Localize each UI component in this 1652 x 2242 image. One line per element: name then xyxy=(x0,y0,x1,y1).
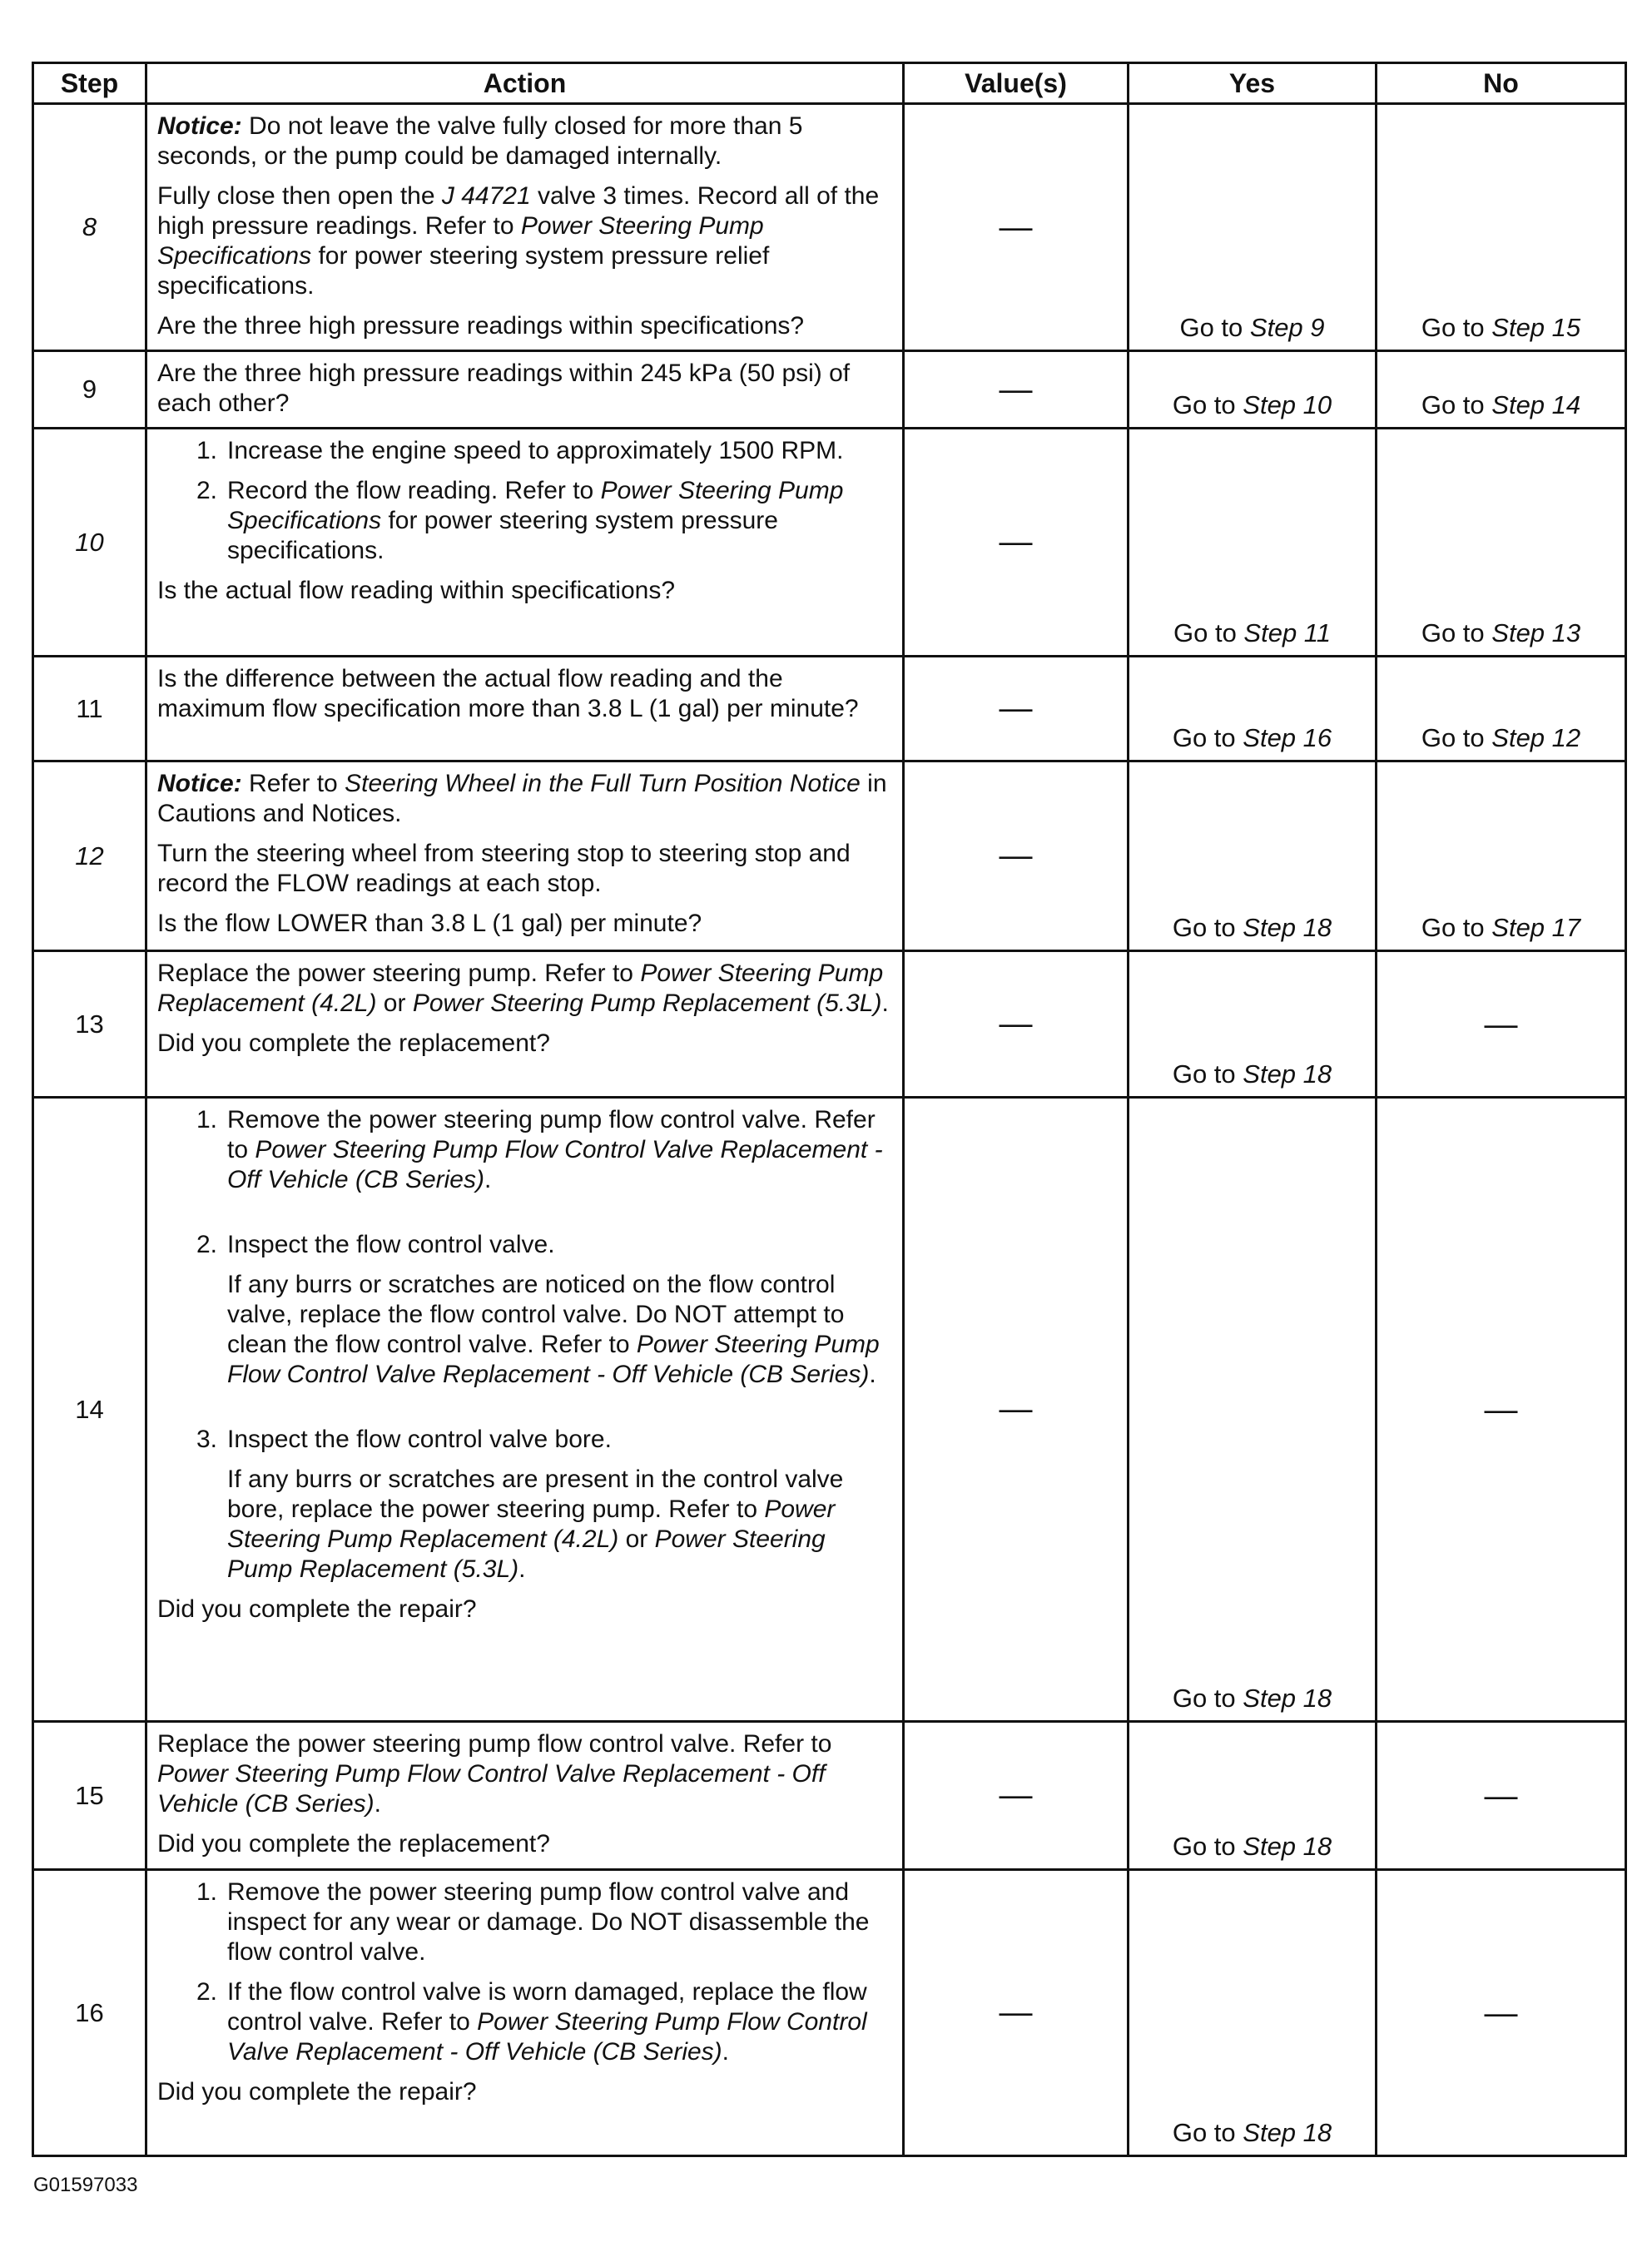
goto-text: Go to xyxy=(1172,913,1243,942)
notice-paragraph xyxy=(157,769,894,829)
list-item xyxy=(157,1230,894,1260)
item-text: Remove the power steering pump flow control valve and inspect for any wear or damage. Do NOT disassemble the flow control valve. xyxy=(227,1878,870,1966)
table-row xyxy=(33,351,1626,429)
text: If any burrs or scratches are noticed on the flow control valve, replace the flow control valve. Do NOT attempt to clean the flow control valve. Refer to xyxy=(227,1271,845,1358)
table-row xyxy=(33,1722,1626,1870)
item-text: Inspect the flow control valve bore. xyxy=(227,1426,612,1453)
step-link[interactable]: Step 18 xyxy=(1243,1684,1332,1713)
question: Is the actual flow reading within specifications? xyxy=(157,577,676,604)
table-row xyxy=(33,1098,1626,1722)
item-text xyxy=(227,1977,894,2067)
value-cell: — xyxy=(904,429,1129,657)
item-number: 2. xyxy=(196,477,217,504)
no-cell xyxy=(1377,104,1626,351)
text: or xyxy=(618,1525,655,1553)
yes-cell xyxy=(1129,351,1377,429)
item-number: 3. xyxy=(196,1426,217,1453)
step-number: 10 xyxy=(33,429,146,657)
step-link[interactable]: Step 10 xyxy=(1243,390,1332,419)
action-cell xyxy=(146,1870,904,2156)
value-cell: — xyxy=(904,1098,1129,1722)
figure-id: G01597033 xyxy=(33,2174,138,2196)
doc-ref: Power Steering Pump Flow Control Valve Replacement - Off Vehicle (CB Series) xyxy=(227,2008,867,2066)
action-cell xyxy=(146,351,904,429)
action-cell xyxy=(146,1098,904,1722)
yes-cell xyxy=(1129,1722,1377,1870)
table-row xyxy=(33,1870,1626,2156)
goto-text: Go to xyxy=(1421,913,1492,942)
value-cell: — xyxy=(904,104,1129,351)
text: Refer to xyxy=(249,770,345,797)
goto-text: Go to xyxy=(1172,2118,1243,2147)
step-link[interactable]: Step 13 xyxy=(1491,618,1581,647)
instruction-paragraph xyxy=(157,959,894,1019)
notice-label: Notice: xyxy=(157,770,242,797)
yes-cell xyxy=(1129,1098,1377,1722)
text: . xyxy=(869,1361,876,1388)
yes-cell xyxy=(1129,761,1377,951)
instruction-paragraph xyxy=(157,181,894,301)
step-number: 13 xyxy=(33,951,146,1098)
yes-cell xyxy=(1129,104,1377,351)
text: . xyxy=(881,990,889,1017)
step-number: 8 xyxy=(33,104,146,351)
item-text xyxy=(227,1105,894,1195)
action-cell xyxy=(146,429,904,657)
text: or xyxy=(376,990,413,1017)
goto-text: Go to xyxy=(1421,618,1492,647)
goto-text: Go to xyxy=(1173,618,1244,647)
step-link[interactable]: Step 18 xyxy=(1243,1059,1332,1089)
step-link[interactable]: Step 15 xyxy=(1491,313,1581,342)
value-cell: — xyxy=(904,951,1129,1098)
action-cell xyxy=(146,951,904,1098)
list-item xyxy=(157,476,894,566)
instruction-paragraph: Turn the steering wheel from steering stop to steering stop and record the FLOW readings at each stop. xyxy=(157,840,851,897)
no-cell xyxy=(1377,429,1626,657)
goto-text: Go to xyxy=(1172,1684,1243,1713)
table-row xyxy=(33,657,1626,761)
question: Did you complete the repair? xyxy=(157,1595,477,1623)
value-cell: — xyxy=(904,657,1129,761)
header-no: No xyxy=(1377,63,1626,104)
tool-ref: J 44721 xyxy=(441,182,531,210)
instruction-paragraph xyxy=(157,1729,894,1819)
value-cell: — xyxy=(904,351,1129,429)
value-cell: — xyxy=(904,1870,1129,2156)
step-link[interactable]: Step 18 xyxy=(1243,913,1332,942)
item-text: Inspect the flow control valve. xyxy=(227,1231,555,1258)
item-number: 1. xyxy=(196,1106,217,1133)
item-number: 2. xyxy=(196,1978,217,2006)
text: . xyxy=(518,1555,526,1583)
item-number: 1. xyxy=(196,1878,217,1906)
doc-ref: Power Steering Pump Flow Control Valve Replacement - Off Vehicle (CB Series) xyxy=(227,1136,883,1193)
item-text: Increase the engine speed to approximately 1500 RPM. xyxy=(227,437,844,464)
notice-label: Notice: xyxy=(157,112,242,140)
text: If any burrs or scratches are present in the control valve bore, replace the power steering pump. Refer to xyxy=(227,1466,844,1523)
question: Are the three high pressure readings within 245 kPa (50 psi) of each other? xyxy=(157,360,851,417)
goto-text: Go to xyxy=(1179,313,1250,342)
table-row xyxy=(33,761,1626,951)
item-number: 1. xyxy=(196,437,217,464)
table-row xyxy=(33,104,1626,351)
text: . xyxy=(722,2038,730,2066)
header-values: Value(s) xyxy=(904,63,1129,104)
goto-text: Go to xyxy=(1421,723,1492,752)
doc-ref: Steering Wheel in the Full Turn Position Notice xyxy=(345,770,861,797)
doc-ref: Power Steering Pump Replacement (5.3L) xyxy=(227,1525,826,1583)
doc-ref: Power Steering Pump Replacement (4.2L) xyxy=(227,1495,836,1553)
notice-text: Do not leave the valve fully closed for more than 5 seconds, or the pump could be damaged internally. xyxy=(157,112,803,170)
question: Are the three high pressure readings within specifications? xyxy=(157,312,805,340)
goto-text: Go to xyxy=(1421,390,1492,419)
spacer xyxy=(157,1400,894,1425)
no-cell xyxy=(1377,351,1626,429)
text: . xyxy=(484,1166,492,1193)
goto-text: Go to xyxy=(1172,390,1243,419)
no-cell: — xyxy=(1377,951,1626,1098)
doc-ref: Power Steering Pump Replacement (5.3L) xyxy=(412,990,882,1017)
no-cell xyxy=(1377,657,1626,761)
text: Record the flow reading. Refer to xyxy=(227,477,601,504)
yes-cell xyxy=(1129,429,1377,657)
question: Is the difference between the actual flow reading and the maximum flow specification more than 3.8 L (1 gal) per minute? xyxy=(157,665,859,722)
step-link[interactable]: Step 18 xyxy=(1243,1832,1332,1861)
sub-paragraph xyxy=(227,1270,894,1390)
question: Did you complete the replacement? xyxy=(157,1029,550,1057)
text: Replace the power steering pump. Refer to xyxy=(157,960,641,987)
text: for power steering system pressure specifications. xyxy=(227,507,778,564)
step-number: 11 xyxy=(33,657,146,761)
question: Did you complete the repair? xyxy=(157,2078,477,2106)
item-number: 2. xyxy=(196,1231,217,1258)
step-link[interactable]: Step 17 xyxy=(1491,913,1581,942)
doc-ref: Power Steering Pump Specifications xyxy=(227,477,844,534)
table-row xyxy=(33,429,1626,657)
header-step: Step xyxy=(33,63,146,104)
text: for power steering system pressure relief specifications. xyxy=(157,242,770,300)
text: If the flow control valve is worn damaged, replace the flow control valve. Refer to xyxy=(227,1978,867,2036)
yes-cell xyxy=(1129,951,1377,1098)
step-number: 15 xyxy=(33,1722,146,1870)
yes-cell xyxy=(1129,1870,1377,2156)
text: in Cautions and Notices. xyxy=(157,770,887,827)
step-number: 12 xyxy=(33,761,146,951)
step-link[interactable]: Step 16 xyxy=(1243,723,1332,752)
step-link[interactable]: Step 18 xyxy=(1243,2118,1332,2147)
no-cell: — xyxy=(1377,1870,1626,2156)
step-link[interactable]: Step 11 xyxy=(1243,618,1331,647)
header-action: Action xyxy=(146,63,904,104)
header-row xyxy=(33,63,1626,104)
value-cell: — xyxy=(904,761,1129,951)
table-row xyxy=(33,951,1626,1098)
question: Did you complete the replacement? xyxy=(157,1830,550,1858)
step-link[interactable]: Step 9 xyxy=(1249,313,1325,342)
goto-text: Go to xyxy=(1172,1059,1243,1089)
goto-text: Go to xyxy=(1421,313,1492,342)
step-number: 9 xyxy=(33,351,146,429)
header-yes: Yes xyxy=(1129,63,1377,104)
step-link[interactable]: Step 14 xyxy=(1491,390,1581,419)
text: Remove the power steering pump flow control valve. Refer to xyxy=(227,1106,876,1163)
value-cell: — xyxy=(904,1722,1129,1870)
list-item xyxy=(157,1425,894,1455)
notice-paragraph xyxy=(157,112,894,171)
doc-ref: Power Steering Pump Specifications xyxy=(157,212,764,270)
doc-ref: Power Steering Pump Replacement (4.2L) xyxy=(157,960,884,1017)
question: Is the flow LOWER than 3.8 L (1 gal) per minute? xyxy=(157,910,702,937)
step-link[interactable]: Step 12 xyxy=(1491,723,1581,752)
spacer xyxy=(157,1205,894,1230)
list-item xyxy=(157,436,894,466)
no-cell: — xyxy=(1377,1098,1626,1722)
step-number: 14 xyxy=(33,1098,146,1722)
no-cell xyxy=(1377,761,1626,951)
text: Replace the power steering pump flow control valve. Refer to xyxy=(157,1730,832,1758)
goto-text: Go to xyxy=(1172,723,1243,752)
text: Fully close then open the xyxy=(157,182,442,210)
action-cell xyxy=(146,104,904,351)
diagnostic-table-container xyxy=(32,62,1625,2157)
step-number: 16 xyxy=(33,1870,146,2156)
list-item xyxy=(157,1105,894,1195)
yes-cell xyxy=(1129,657,1377,761)
doc-ref: Power Steering Pump Flow Control Valve Replacement - Off Vehicle (CB Series) xyxy=(227,1331,880,1388)
doc-ref: Power Steering Pump Flow Control Valve Replacement - Off Vehicle (CB Series) xyxy=(157,1760,826,1818)
action-cell xyxy=(146,1722,904,1870)
sub-paragraph xyxy=(227,1465,894,1585)
diagnostic-table xyxy=(32,62,1627,2157)
action-cell xyxy=(146,761,904,951)
no-cell: — xyxy=(1377,1722,1626,1870)
text: . xyxy=(374,1790,381,1818)
text: valve 3 times. Record all of the high pressure readings. Refer to xyxy=(157,182,880,240)
item-text xyxy=(227,476,894,566)
list-item xyxy=(157,1977,894,2067)
list-item xyxy=(157,1877,894,1967)
goto-text: Go to xyxy=(1172,1832,1243,1861)
action-cell xyxy=(146,657,904,761)
